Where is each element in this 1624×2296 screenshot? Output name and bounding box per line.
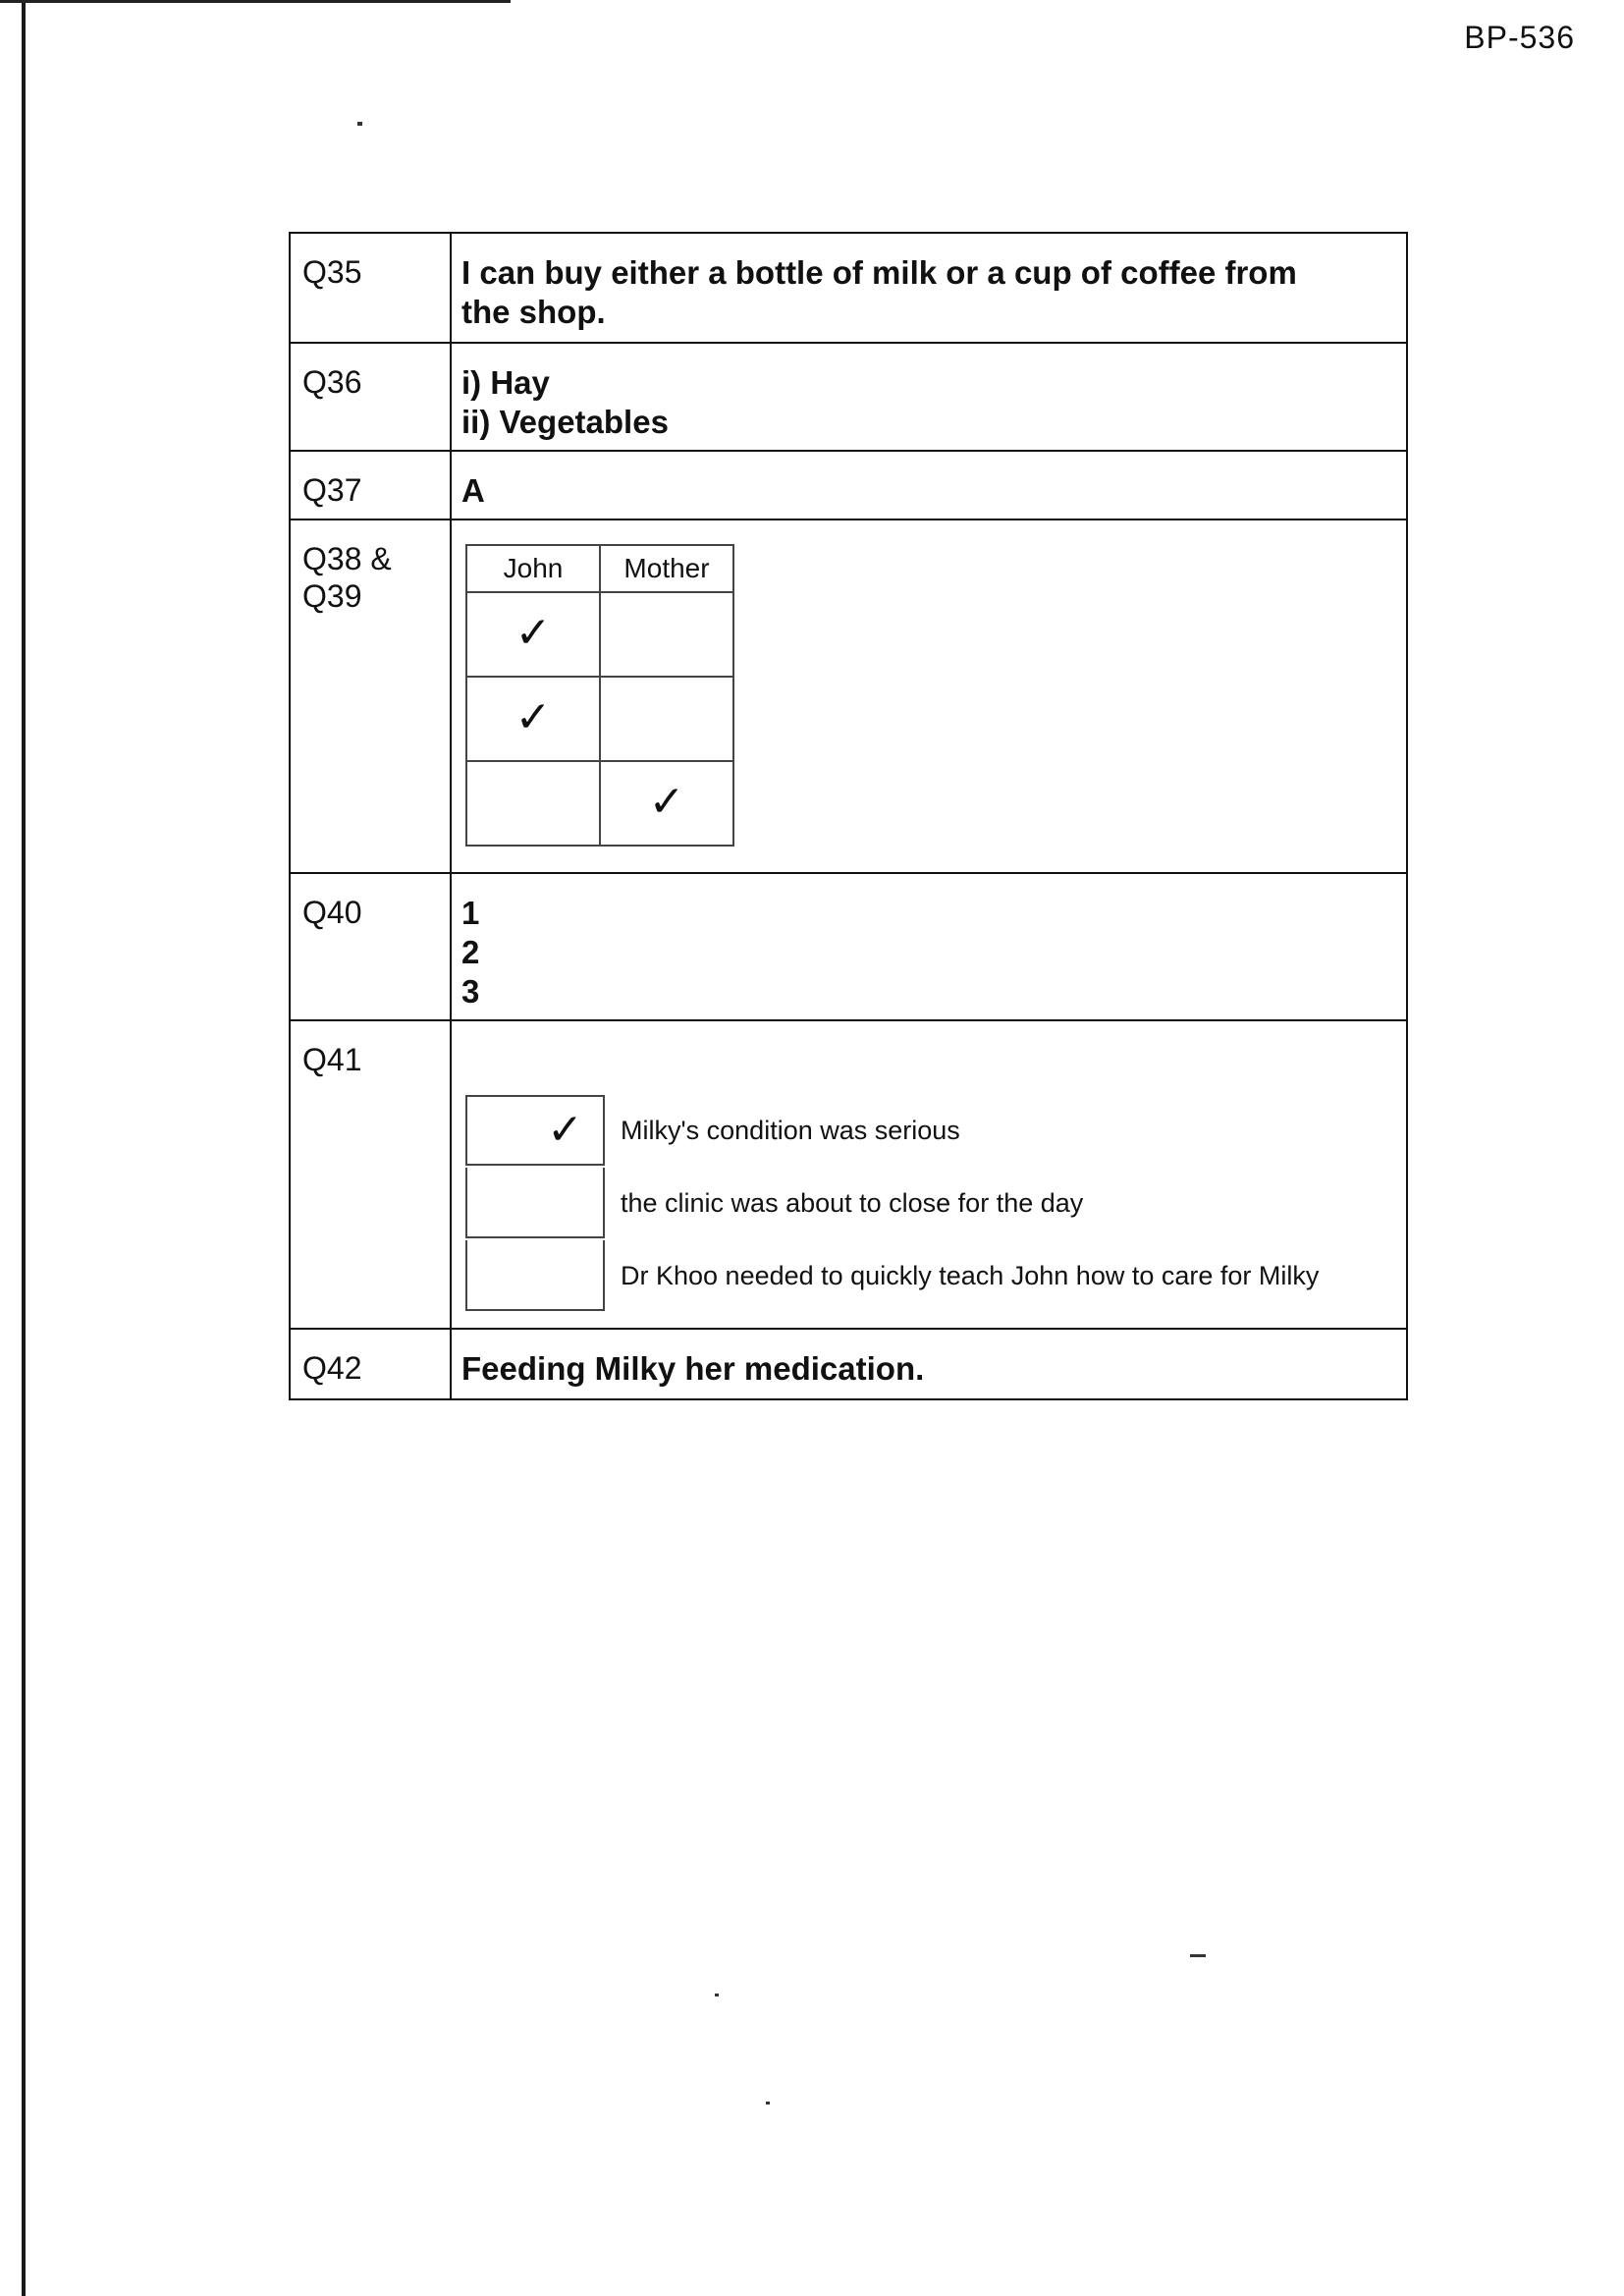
answer-table — [289, 232, 1408, 1400]
question-number-line: Q39 — [302, 578, 362, 614]
answer-line: Feeding Milky her medication. — [461, 1350, 925, 1387]
answer-line: i) Hay — [461, 364, 550, 401]
option-text: Dr Khoo needed to quickly teach John how to care for Milky — [621, 1261, 1320, 1290]
answer-line: 1 — [461, 895, 480, 931]
answer-line: I can buy either a bottle of milk or a cup of coffee from — [461, 254, 1297, 291]
grid-cell — [600, 677, 733, 761]
question-number: Q37 — [290, 451, 451, 519]
scan-speck — [715, 1994, 719, 1996]
option-text: Milky's condition was serious — [621, 1116, 960, 1145]
grid-header-john: John — [466, 545, 600, 592]
check-mark-icon: ✓ — [514, 607, 552, 658]
answer-cell — [451, 519, 1407, 873]
page-code: BP-536 — [1464, 20, 1575, 55]
answer-line: ii) Vegetables — [461, 404, 669, 440]
answer-cell — [451, 451, 1407, 519]
grid-cell — [600, 761, 733, 846]
check-mark-icon: ✓ — [648, 776, 685, 827]
option-checkbox — [465, 1168, 605, 1238]
answer-row-q42 — [290, 1329, 1407, 1399]
answer-row-q38-q39 — [290, 519, 1407, 873]
check-mark-icon: ✓ — [547, 1105, 583, 1155]
option-row — [465, 1094, 1406, 1167]
option-text: the clinic was about to close for the day — [621, 1188, 1084, 1218]
grid-header-mother: Mother — [600, 545, 733, 592]
answer-cell — [451, 1020, 1407, 1329]
grid-cell — [466, 677, 600, 761]
answer-cell — [451, 233, 1407, 343]
answer-row-q37 — [290, 451, 1407, 519]
answer-cell — [451, 873, 1407, 1020]
question-number: Q42 — [290, 1329, 451, 1399]
check-mark-icon: ✓ — [514, 691, 552, 742]
grid-cell — [466, 592, 600, 677]
answer-cell — [451, 1329, 1407, 1399]
option-checkbox — [465, 1095, 605, 1166]
tick-grid — [465, 544, 734, 847]
question-number: Q35 — [290, 233, 451, 343]
answer-row-q35 — [290, 233, 1407, 343]
scan-speck — [766, 2102, 770, 2105]
answer-row-q36 — [290, 343, 1407, 451]
grid-cell — [466, 761, 600, 846]
question-number-line: Q38 & — [302, 541, 392, 576]
question-number: Q41 — [290, 1020, 451, 1329]
option-row — [465, 1239, 1406, 1312]
scan-speck — [357, 122, 362, 126]
answer-row-q40 — [290, 873, 1407, 1020]
option-list — [452, 1021, 1406, 1328]
option-checkbox — [465, 1240, 605, 1311]
answer-line: the shop. — [461, 294, 606, 330]
answer-row-q41 — [290, 1020, 1407, 1329]
scan-edge — [22, 0, 26, 2296]
grid-cell — [600, 592, 733, 677]
option-row — [465, 1167, 1406, 1239]
answer-line: A — [461, 472, 485, 509]
question-number — [290, 519, 451, 873]
answer-cell — [451, 343, 1407, 451]
scan-edge-top — [0, 0, 511, 3]
answer-line: 2 — [461, 934, 480, 970]
question-number: Q40 — [290, 873, 451, 1020]
answer-line: 3 — [461, 973, 480, 1010]
question-number: Q36 — [290, 343, 451, 451]
scan-speck — [1190, 1954, 1206, 1957]
